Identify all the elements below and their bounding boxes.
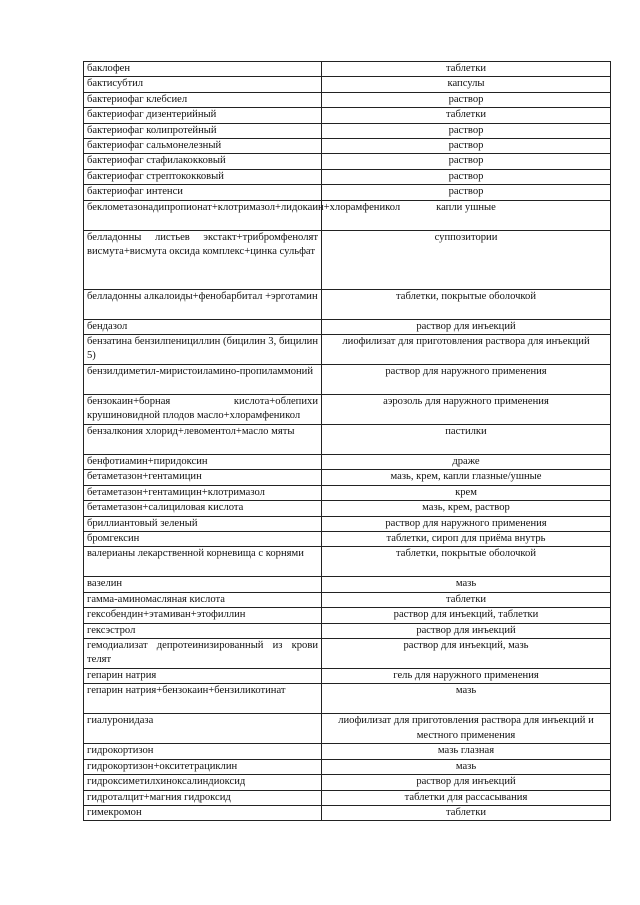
dosage-form-cell: аэрозоль для наружного применения [322, 395, 611, 425]
table-row [84, 759, 611, 774]
dosage-form-cell: мазь [322, 759, 611, 774]
drug-name-cell: белладонны алкалоиды+фенобарбитал +эрготамин [84, 289, 322, 319]
dosage-form-cell: раствор для инъекций [322, 623, 611, 638]
drug-name-cell: бетаметазон+гентамицин+клотримазол [84, 485, 322, 500]
dosage-form-cell: таблетки, сироп для приёма внутрь [322, 531, 611, 546]
drug-name-cell: бактериофаг стрептококковый [84, 169, 322, 184]
dosage-form-cell: таблетки для рассасывания [322, 790, 611, 805]
drug-name-cell: бактериофаг колипротейный [84, 123, 322, 138]
drug-name-cell: бенфотиамин+пиридоксин [84, 454, 322, 469]
drug-name-cell: гиалуронидаза [84, 714, 322, 744]
drug-name-cell: бензокаин+борная кислота+облепихи крушиновидной плодов масло+хлорамфеникол [84, 395, 322, 425]
dosage-form-cell: раствор [322, 185, 611, 200]
dosage-form-cell: раствор [322, 154, 611, 169]
drug-name-cell: гимекромон [84, 805, 322, 820]
table-row [84, 470, 611, 485]
dosage-form-cell: раствор для инъекций [322, 319, 611, 334]
dosage-form-cell: таблетки [322, 62, 611, 77]
drug-name-cell: бетаметазон+гентамицин [84, 470, 322, 485]
dosage-form-cell: лиофилизат для приготовления раствора для инъекций [322, 335, 611, 365]
dosage-form-cell: мазь [322, 684, 611, 714]
drug-name-cell: баклофен [84, 62, 322, 77]
table-row [84, 77, 611, 92]
drug-name-cell: гепарин натрия+бензокаин+бензиликотинат [84, 684, 322, 714]
table-row [84, 592, 611, 607]
dosage-form-cell: драже [322, 454, 611, 469]
table-row [84, 230, 611, 289]
table-row [84, 531, 611, 546]
drug-table-body [84, 62, 611, 821]
table-row [84, 154, 611, 169]
drug-name-cell: бактериофаг интенси [84, 185, 322, 200]
drug-name-cell: гидрокортизон+окситетрациклин [84, 759, 322, 774]
drug-name-cell: гексобендин+этамиван+этофиллин [84, 608, 322, 623]
drug-table [83, 61, 611, 821]
drug-name-cell: бендазол [84, 319, 322, 334]
dosage-form-cell: раствор [322, 123, 611, 138]
drug-name-cell: бетаметазон+салициловая кислота [84, 501, 322, 516]
table-row [84, 62, 611, 77]
dosage-form-cell: раствор для инъекций [322, 775, 611, 790]
table-row [84, 335, 611, 365]
drug-name-cell: бензатина бензилпенициллин (бицилин 3, бицилин 5) [84, 335, 322, 365]
drug-name-cell: гамма-аминомасляная кислота [84, 592, 322, 607]
drug-name-cell: валерианы лекарственной корневища с корнями [84, 547, 322, 577]
dosage-form-cell: таблетки [322, 592, 611, 607]
table-row [84, 684, 611, 714]
table-row [84, 775, 611, 790]
table-row [84, 319, 611, 334]
dosage-form-cell: пастилки [322, 424, 611, 454]
table-row [84, 108, 611, 123]
dosage-form-cell: мазь глазная [322, 744, 611, 759]
dosage-form-cell: раствор для наружного применения [322, 516, 611, 531]
dosage-form-cell: таблетки [322, 108, 611, 123]
dosage-form-cell: таблетки, покрытые оболочкой [322, 289, 611, 319]
dosage-form-cell: крем [322, 485, 611, 500]
drug-name-cell: бриллиантовый зеленый [84, 516, 322, 531]
table-row [84, 123, 611, 138]
drug-name-cell: гидрокортизон [84, 744, 322, 759]
table-row [84, 516, 611, 531]
dosage-form-cell: раствор [322, 92, 611, 107]
table-row [84, 169, 611, 184]
table-row [84, 501, 611, 516]
drug-name-cell: бактисубтил [84, 77, 322, 92]
dosage-form-cell: мазь, крем, раствор [322, 501, 611, 516]
dosage-form-cell: лиофилизат для приготовления раствора для инъекций и местного применения [322, 714, 611, 744]
table-row [84, 714, 611, 744]
drug-name-cell: гидроталцит+магния гидроксид [84, 790, 322, 805]
table-row [84, 608, 611, 623]
table-row [84, 577, 611, 592]
dosage-form-cell: таблетки, покрытые оболочкой [322, 547, 611, 577]
drug-name-cell: бактериофаг дизентерийный [84, 108, 322, 123]
drug-name-cell: бромгексин [84, 531, 322, 546]
dosage-form-cell: суппозитории [322, 230, 611, 289]
drug-name-cell: гексэстрол [84, 623, 322, 638]
dosage-form-cell: раствор [322, 139, 611, 154]
dosage-form-cell: мазь, крем, капли глазные/ушные [322, 470, 611, 485]
drug-name-cell: бактериофаг сальмонелезный [84, 139, 322, 154]
table-row [84, 623, 611, 638]
drug-name-cell: бензилдиметил-миристоиламино-пропиламмоний [84, 365, 322, 395]
dosage-form-cell: раствор для инъекций, таблетки [322, 608, 611, 623]
table-row [84, 805, 611, 820]
table-row [84, 454, 611, 469]
drug-name-cell: гидроксиметилхиноксалиндиоксид [84, 775, 322, 790]
drug-name-cell: белладонны листьев экстакт+трибромфенолят висмута+висмута оксида комплекс+цинка сульфат [84, 230, 322, 289]
table-row [84, 289, 611, 319]
table-row [84, 744, 611, 759]
table-row [84, 92, 611, 107]
drug-name-cell: вазелин [84, 577, 322, 592]
table-row [84, 139, 611, 154]
table-row [84, 547, 611, 577]
dosage-form-cell: раствор для наружного применения [322, 365, 611, 395]
table-row [84, 185, 611, 200]
table-row [84, 668, 611, 683]
table-row [84, 485, 611, 500]
dosage-form-cell: гель для наружного применения [322, 668, 611, 683]
table-row [84, 395, 611, 425]
dosage-form-cell: мазь [322, 577, 611, 592]
table-row [84, 424, 611, 454]
drug-name-cell: гепарин натрия [84, 668, 322, 683]
drug-name-cell: гемодиализат депротеинизированный из крови телят [84, 638, 322, 668]
dosage-form-cell: капли ушные [322, 200, 611, 230]
dosage-form-cell: капсулы [322, 77, 611, 92]
drug-name-cell: бактериофаг стафилакокковый [84, 154, 322, 169]
drug-name-cell: бактериофаг клебсиел [84, 92, 322, 107]
table-row [84, 638, 611, 668]
table-row [84, 200, 611, 230]
dosage-form-cell: раствор для инъекций, мазь [322, 638, 611, 668]
drug-name-cell: бензалкония хлорид+левоментол+масло мяты [84, 424, 322, 454]
dosage-form-cell: раствор [322, 169, 611, 184]
drug-name-cell: беклометазонадипропионат+клотримазол+лидокаин+хлорамфеникол [84, 200, 322, 230]
table-row [84, 365, 611, 395]
dosage-form-cell: таблетки [322, 805, 611, 820]
table-row [84, 790, 611, 805]
